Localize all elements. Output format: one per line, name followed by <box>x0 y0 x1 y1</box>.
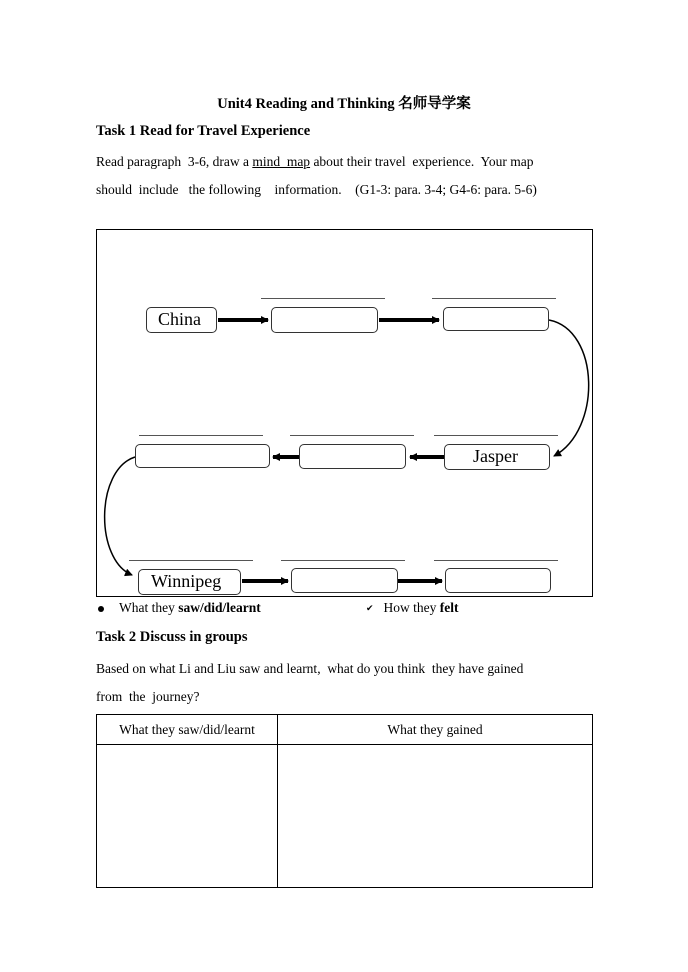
legend-prefix: How they <box>383 600 440 615</box>
table-cell[interactable] <box>278 745 593 888</box>
node-label: China <box>158 309 201 329</box>
table-header: What they saw/did/learnt <box>97 715 278 745</box>
node-china <box>146 307 217 333</box>
task2-heading: Task 2 Discuss in groups <box>96 629 248 645</box>
table-cell[interactable] <box>97 745 278 888</box>
blank-line <box>434 560 558 561</box>
task2-instructions <box>96 655 593 711</box>
node-label: Winnipeg <box>151 571 222 591</box>
blank-box <box>445 568 551 593</box>
blank-line <box>290 435 414 436</box>
blank-box <box>135 444 270 468</box>
mind-map-term: mind map <box>252 154 311 169</box>
task1-text-b: about their travel experience. Your map <box>310 154 534 169</box>
bullet-icon <box>98 606 104 612</box>
table-header: What they gained <box>278 715 593 745</box>
legend-bold: felt <box>439 600 459 615</box>
blank-line <box>432 298 556 299</box>
blank-line <box>434 435 558 436</box>
node-label: Jasper <box>473 446 518 466</box>
task2-text-line1: Based on what Li and Liu saw and learnt, what do you think they have gained <box>96 661 524 676</box>
answer-table <box>96 714 593 888</box>
node-jasper <box>444 444 550 470</box>
task1-text-line2: should include the following information. (G1-3: para. 3-4; G4-6: para. 5-6) <box>96 182 537 197</box>
blank-box <box>271 307 378 333</box>
task2-text-line2: from the journey? <box>96 689 200 704</box>
legend-item-saw <box>98 600 261 616</box>
blank-line <box>281 560 405 561</box>
blank-line <box>129 560 253 561</box>
task1-heading: Task 1 Read for Travel Experience <box>96 123 311 139</box>
legend-bold: saw/did/learnt <box>178 600 261 615</box>
blank-box <box>299 444 406 469</box>
node-winnipeg <box>138 569 241 595</box>
check-icon: ✔ <box>366 603 374 614</box>
task1-text-a: Read paragraph 3-6, draw a <box>96 154 253 169</box>
legend-prefix: What they <box>119 600 179 615</box>
legend-item-felt <box>366 600 459 616</box>
blank-line <box>261 298 385 299</box>
blank-box <box>291 568 398 593</box>
curve-box4-to-winnipeg <box>105 457 135 575</box>
blank-box <box>443 307 549 331</box>
page-title: Unit4 Reading and Thinking 名师导学案 <box>217 96 471 112</box>
blank-line <box>139 435 263 436</box>
